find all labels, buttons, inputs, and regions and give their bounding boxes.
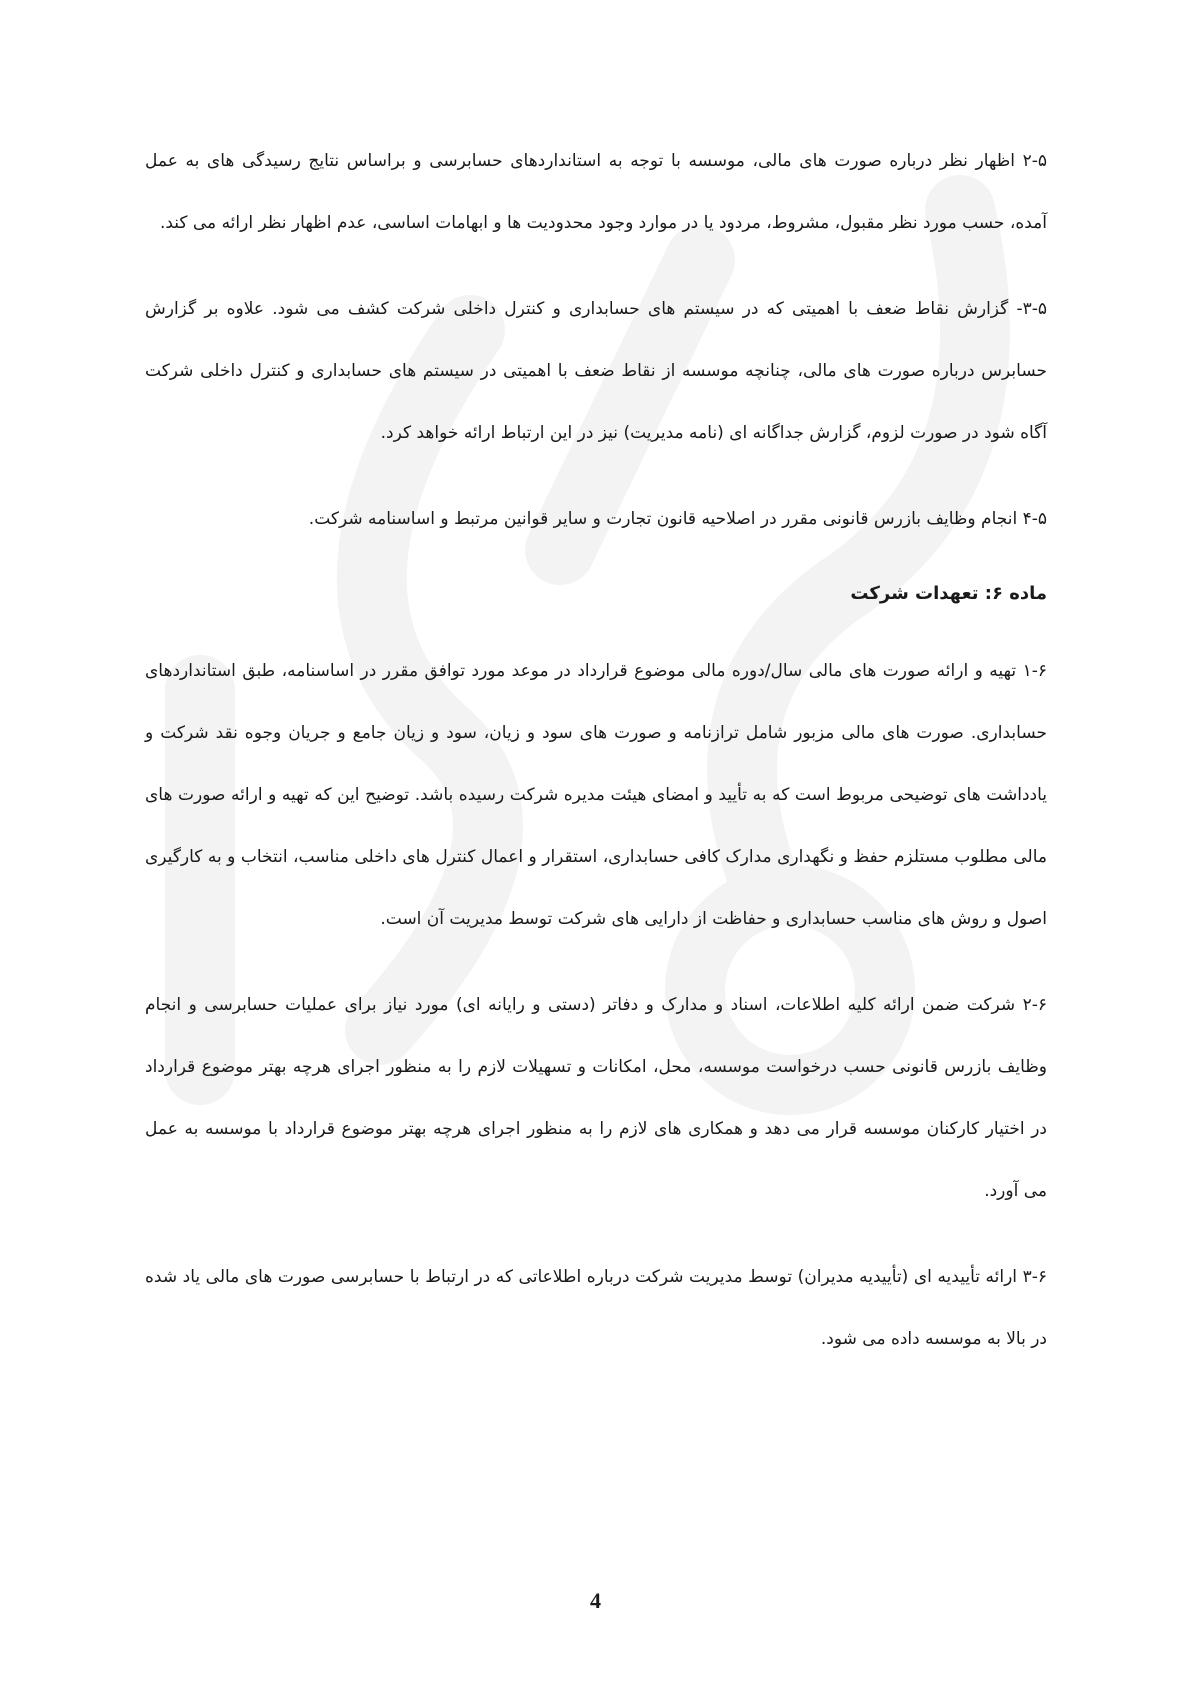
paragraph-5-4: ۴-۵ انجام وظایف بازرس قانونی مقرر در اصلاحیه قانون تجارت و سایر قوانین مرتبط و اساسنامه شرکت. (308, 509, 1047, 529)
paragraph-5-2: ۲-۵ اظهار نظر درباره صورت های مالی، موسسه با توجه به استانداردهای حسابرسی و براساس نتایج رسیدگی های به عمل آمده، حسب مورد نظر مقبول، مشروط، مردود یا در موارد وجود محدودیت ها و ابهامات اساسی، عدم اظهار نظر ارائه می کند. (145, 151, 1047, 233)
paragraph-6-1: ۱-۶ تهیه و ارائه صورت های مالی سال/دوره مالی موضوع قرارداد در موعد مورد توافق مقرر در اساسنامه، طبق استانداردهای حسابداری. صورت های مالی مزبور شامل ترازنامه و صورت های سود و زیان، سود و زیان جامع و جریان وجوه نقد شرکت و یادداشت های توضیحی مربوط است که به تأیید و امضای هیئت مدیره شرکت رسیده باشد. توضیح این که تهیه و ارائه صورت های مالی مطلوب مستلزم حفظ و نگهداری مدارک کافی حسابداری، استقرار و اعمال کنترل های داخلی مناسب، انتخاب و به کارگیری اصول و روش های مناسب حسابداری و حفاظت از دارایی های شرکت توسط مدیریت آن است. (145, 661, 1047, 929)
section-heading-article-6: ماده ۶: تعهدات شرکت (850, 583, 1047, 604)
paragraph-6-2: ۲-۶ شرکت ضمن ارائه کلیه اطلاعات، اسناد و مدارک و دفاتر (دستی و رایانه ای) مورد نیاز برای عملیات حسابرسی و انجام وظایف بازرس قانونی حسب درخواست موسسه، محل، امکانات و تسهیلات لازم را به منظور اجرای هرچه بهتر موضوع قرارداد در اختیار کارکنان موسسه قرار می دهد و همکاری های لازم را به منظور اجرای هرچه بهتر موضوع قرارداد با موسسه به عمل می آورد. (145, 995, 1047, 1201)
paragraph-6-3: ۳-۶ ارائه تأییدیه ای (تأییدیه مدیران) توسط مدیریت شرکت درباره اطلاعاتی که در ارتباط با حسابرسی صورت های مالی یاد شده در بالا به موسسه داده می شود. (145, 1267, 1047, 1349)
page-number: 4 (590, 1588, 601, 1613)
document-body (145, 130, 1047, 1394)
paragraph-5-3: ۳-۵- گزارش نقاط ضعف با اهمیتی که در سیستم های حسابداری و کنترل داخلی شرکت کشف می شود. علاوه بر گزارش حسابرس درباره صورت های مالی، چنانچه موسسه از نقاط ضعف با اهمیتی در سیستم های حسابداری و کنترل داخلی شرکت آگاه شود در صورت لزوم، گزارش جداگانه ای (نامه مدیریت) نیز در این ارتباط ارائه خواهد کرد. (145, 299, 1047, 443)
